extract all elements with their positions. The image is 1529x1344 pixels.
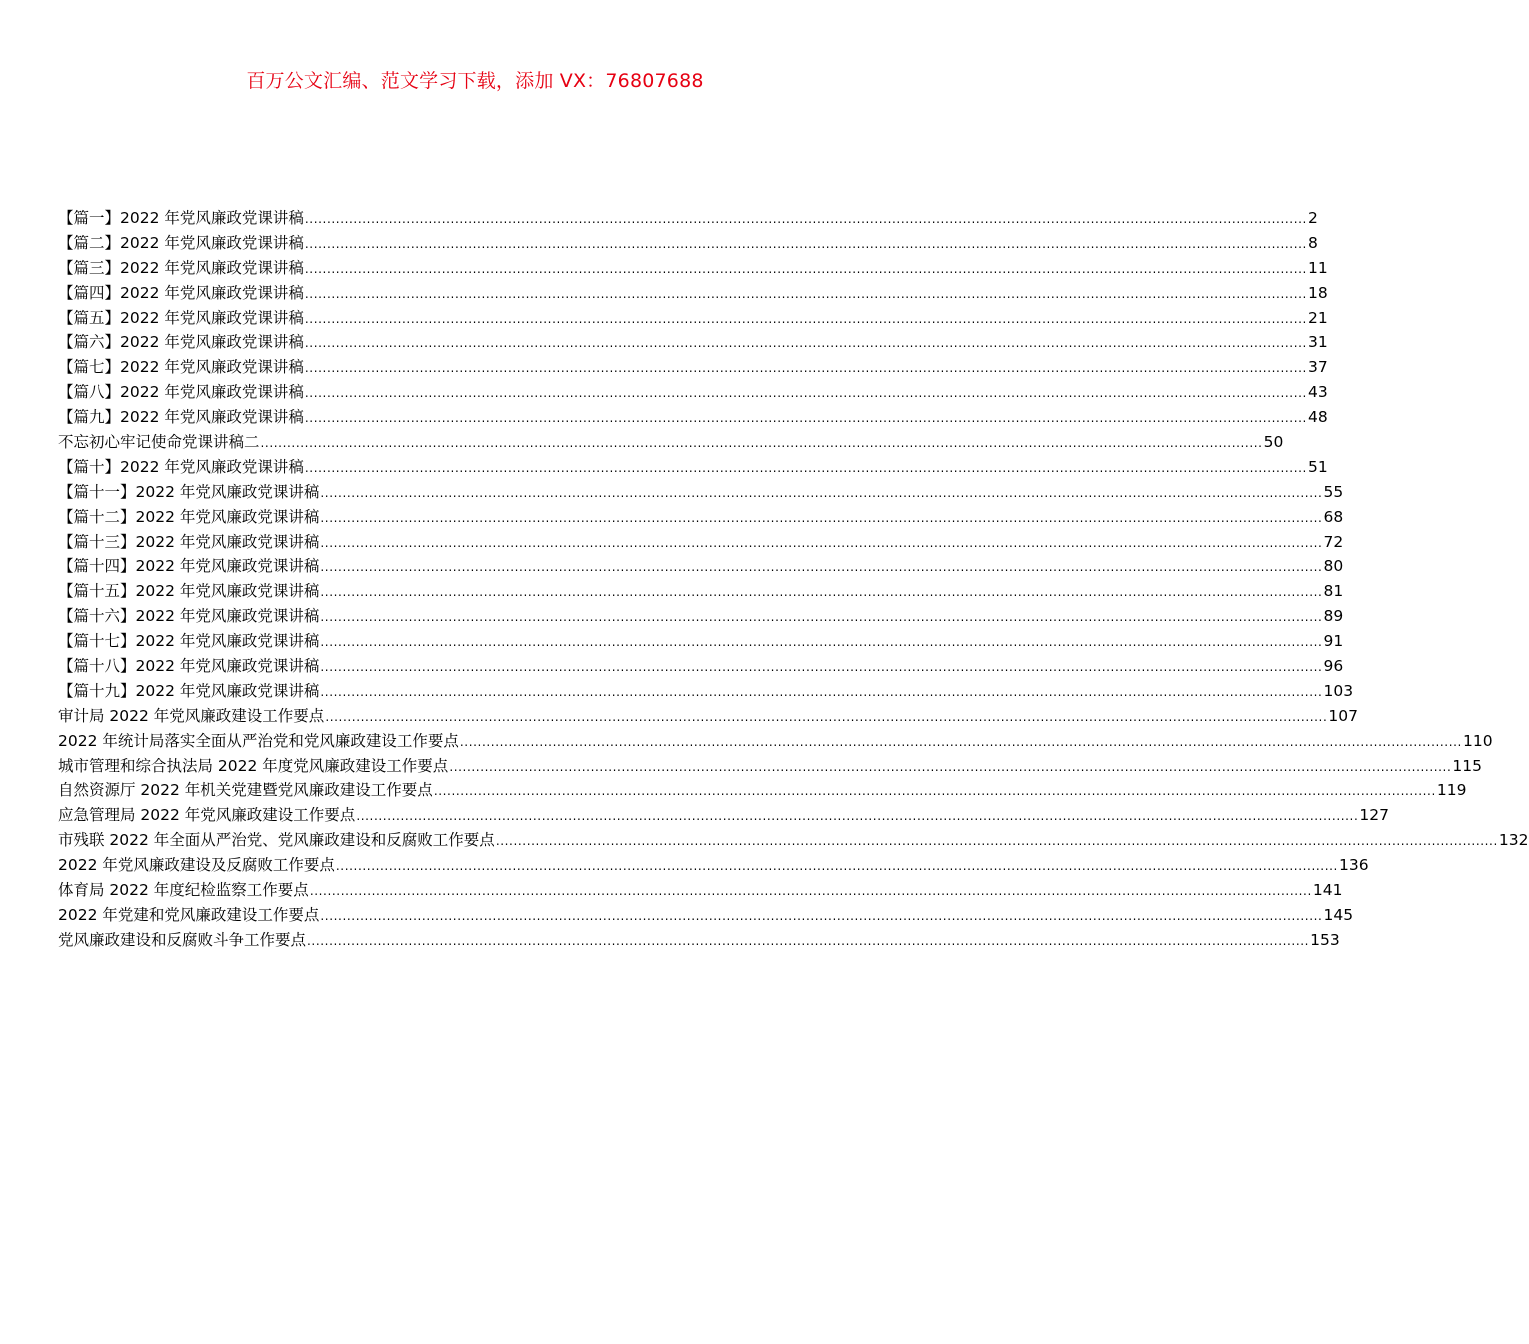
toc-dot-leader: ................................................................................................................................................................................................................................... (335, 859, 1338, 874)
toc-entry[interactable] (58, 480, 1344, 505)
toc-dot-leader: ................................................................................................................................................................................................................................... (459, 734, 1462, 749)
toc-entry-title[interactable]: 【篇一】2022 年党风廉政党课讲稿 (58, 209, 304, 227)
toc-entry-title[interactable]: 【篇十五】2022 年党风廉政党课讲稿 (58, 582, 320, 601)
toc-entry[interactable] (58, 206, 1318, 231)
toc-entry-title[interactable]: 【篇十七】2022 年党风廉政党课讲稿 (58, 632, 320, 651)
toc-entry[interactable] (58, 380, 1328, 405)
toc-dot-leader: ................................................................................................................................................................................................................................... (320, 560, 1323, 575)
toc-dot-leader: ................................................................................................................................................................................................................................... (320, 510, 1323, 525)
toc-entry-title[interactable]: 2022 年党风廉政建设及反腐败工作要点 (58, 856, 335, 875)
toc-entry[interactable] (58, 256, 1328, 281)
toc-entry[interactable] (58, 803, 1389, 828)
toc-dot-leader: ................................................................................................................................................................................................................................... (304, 212, 1307, 226)
header-banner: 百万公文汇编、范文学习下载，添加 VX：76807688 (246, 70, 704, 92)
toc-entry-page-number[interactable]: 132 (1498, 831, 1529, 850)
toc-entry-title[interactable]: 【篇十八】2022 年党风廉政党课讲稿 (58, 657, 320, 676)
toc-entry[interactable] (58, 355, 1328, 380)
toc-entry-title[interactable]: 【篇三】2022 年党风廉政党课讲稿 (58, 258, 304, 277)
toc-entry-page-number[interactable]: 2 (1307, 209, 1318, 227)
toc-entry-title[interactable]: 【篇四】2022 年党风廉政党课讲稿 (58, 283, 304, 302)
toc-dot-leader: ................................................................................................................................................................................................................................... (304, 336, 1307, 351)
toc-entry-title[interactable]: 体育局 2022 年度纪检监察工作要点 (58, 881, 309, 900)
toc-entry-page-number[interactable]: 96 (1323, 657, 1344, 676)
toc-dot-leader: ................................................................................................................................................................................................................................... (356, 809, 1359, 824)
toc-entry[interactable] (58, 729, 1493, 754)
toc-entry[interactable] (58, 430, 1284, 455)
toc-entry[interactable] (58, 405, 1328, 430)
toc-entry-title[interactable]: 【篇十】2022 年党风廉政党课讲稿 (58, 457, 304, 476)
toc-entry-page-number[interactable]: 8 (1307, 233, 1318, 252)
toc-entry-title[interactable]: 【篇七】2022 年党风廉政党课讲稿 (58, 358, 304, 377)
toc-entry-title[interactable]: 党风廉政建设和反腐败斗争工作要点 (58, 930, 307, 949)
toc-entry-page-number[interactable]: 145 (1323, 905, 1354, 924)
toc-dot-leader: ................................................................................................................................................................................................................................... (325, 709, 1328, 724)
toc-entry-title[interactable]: 【篇十九】2022 年党风廉政党课讲稿 (58, 681, 320, 700)
toc-entry-page-number[interactable]: 43 (1307, 383, 1328, 402)
toc-dot-leader: ................................................................................................................................................................................................................................... (304, 236, 1307, 251)
toc-entry-page-number[interactable]: 51 (1307, 457, 1328, 476)
toc-entry-page-number[interactable]: 80 (1323, 557, 1344, 576)
toc-entry-page-number[interactable]: 115 (1452, 756, 1482, 775)
toc-entry[interactable] (58, 704, 1358, 729)
toc-entry[interactable] (58, 778, 1467, 803)
toc-dot-leader: ................................................................................................................................................................................................................................... (304, 411, 1307, 426)
toc-entry-page-number[interactable]: 48 (1307, 408, 1328, 427)
toc-entry-page-number[interactable]: 37 (1307, 358, 1328, 377)
toc-entry[interactable] (58, 554, 1344, 579)
toc-dot-leader: ................................................................................................................................................................................................................................... (495, 834, 1498, 849)
toc-entry[interactable] (58, 579, 1344, 604)
toc-entry-title[interactable]: 【篇九】2022 年党风廉政党课讲稿 (58, 408, 304, 427)
toc-entry[interactable] (58, 231, 1318, 256)
toc-entry-title[interactable]: 市残联 2022 年全面从严治党、党风廉政建设和反腐败工作要点 (58, 831, 495, 850)
toc-dot-leader: ................................................................................................................................................................................................................................... (320, 585, 1323, 600)
toc-entry[interactable] (58, 629, 1344, 654)
toc-entry-title[interactable]: 自然资源厅 2022 年机关党建暨党风廉政建设工作要点 (58, 781, 433, 800)
toc-dot-leader: ................................................................................................................................................................................................................................... (304, 261, 1307, 276)
toc-entry-title[interactable]: 不忘初心牢记使命党课讲稿二 (58, 433, 260, 452)
toc-dot-leader: ................................................................................................................................................................................................................................... (320, 535, 1323, 550)
toc-entry-page-number[interactable]: 153 (1310, 930, 1340, 949)
table-of-contents (58, 206, 1529, 953)
toc-entry-page-number[interactable]: 103 (1323, 681, 1354, 700)
toc-dot-leader: ................................................................................................................................................................................................................................... (304, 311, 1307, 326)
toc-entry-title[interactable]: 【篇十四】2022 年党风廉政党课讲稿 (58, 557, 320, 576)
toc-dot-leader: ................................................................................................................................................................................................................................... (320, 635, 1323, 650)
toc-entry-page-number[interactable]: 136 (1338, 856, 1369, 875)
toc-dot-leader: ................................................................................................................................................................................................................................... (304, 361, 1307, 376)
toc-entry-title[interactable]: 2022 年党建和党风廉政建设工作要点 (58, 905, 320, 924)
toc-entry[interactable] (58, 604, 1344, 629)
toc-entry-page-number[interactable]: 107 (1328, 706, 1358, 725)
toc-dot-leader: ................................................................................................................................................................................................................................... (433, 784, 1436, 799)
toc-entry-title[interactable]: 【篇五】2022 年党风廉政党课讲稿 (58, 308, 304, 327)
toc-entry[interactable] (58, 878, 1343, 903)
toc-entry-title[interactable]: 城市管理和综合执法局 2022 年度党风廉政建设工作要点 (58, 756, 449, 775)
toc-entry[interactable] (58, 455, 1328, 480)
toc-entry-page-number[interactable]: 110 (1462, 731, 1493, 750)
toc-entry-title[interactable]: 【篇十二】2022 年党风廉政党课讲稿 (58, 507, 320, 526)
toc-dot-leader: ................................................................................................................................................................................................................................... (320, 684, 1323, 699)
toc-entry[interactable] (58, 330, 1328, 355)
toc-entry-page-number[interactable]: 18 (1307, 283, 1328, 302)
toc-entry-title[interactable]: 应急管理局 2022 年党风廉政建设工作要点 (58, 806, 356, 825)
toc-dot-leader: ................................................................................................................................................................................................................................... (304, 386, 1307, 401)
toc-entry-page-number[interactable]: 141 (1312, 881, 1343, 900)
toc-entry-page-number[interactable]: 119 (1436, 781, 1467, 800)
toc-dot-leader: ................................................................................................................................................................................................................................... (320, 610, 1323, 625)
toc-entry-title[interactable]: 【篇十三】2022 年党风廉政党课讲稿 (58, 532, 320, 551)
toc-entry[interactable] (58, 679, 1354, 704)
toc-entry-page-number[interactable]: 68 (1323, 507, 1344, 526)
toc-dot-leader: ................................................................................................................................................................................................................................... (260, 436, 1263, 451)
toc-entry[interactable] (58, 754, 1482, 779)
toc-dot-leader: ................................................................................................................................................................................................................................... (449, 759, 1452, 774)
toc-entry-page-number[interactable]: 72 (1323, 532, 1344, 551)
toc-entry-title[interactable]: 【篇十一】2022 年党风廉政党课讲稿 (58, 482, 320, 501)
toc-entry[interactable] (58, 281, 1328, 306)
toc-entry-page-number[interactable]: 91 (1323, 632, 1344, 651)
toc-entry-page-number[interactable]: 55 (1323, 482, 1344, 501)
toc-entry-page-number[interactable]: 89 (1323, 607, 1344, 626)
toc-entry[interactable] (58, 654, 1344, 679)
toc-entry-page-number[interactable]: 11 (1307, 258, 1328, 277)
toc-entry[interactable] (58, 903, 1354, 928)
toc-entry-title[interactable]: 【篇八】2022 年党风廉政党课讲稿 (58, 383, 304, 402)
toc-dot-leader: ................................................................................................................................................................................................................................... (320, 660, 1323, 675)
toc-dot-leader: ................................................................................................................................................................................................................................... (307, 933, 1310, 948)
toc-dot-leader: ................................................................................................................................................................................................................................... (309, 884, 1312, 899)
toc-dot-leader: ................................................................................................................................................................................................................................... (320, 485, 1323, 500)
toc-entry-page-number[interactable]: 31 (1307, 333, 1328, 352)
toc-entry-title[interactable]: 【篇六】2022 年党风廉政党课讲稿 (58, 333, 304, 352)
toc-entry[interactable] (58, 853, 1369, 878)
toc-entry-title[interactable]: 【篇十六】2022 年党风廉政党课讲稿 (58, 607, 320, 626)
toc-entry-title[interactable]: 审计局 2022 年党风廉政建设工作要点 (58, 706, 325, 725)
toc-entry-page-number[interactable]: 127 (1359, 806, 1389, 825)
toc-entry-page-number[interactable]: 81 (1323, 582, 1344, 601)
toc-entry-title[interactable]: 【篇二】2022 年党风廉政党课讲稿 (58, 233, 304, 252)
toc-entry[interactable] (58, 828, 1529, 853)
toc-entry[interactable] (58, 530, 1344, 555)
toc-entry[interactable] (58, 306, 1328, 331)
toc-entry[interactable] (58, 505, 1344, 530)
toc-entry[interactable] (58, 928, 1340, 953)
toc-entry-title[interactable]: 2022 年统计局落实全面从严治党和党风廉政建设工作要点 (58, 731, 459, 750)
toc-entry-page-number[interactable]: 50 (1263, 433, 1284, 452)
toc-entry-page-number[interactable]: 21 (1307, 308, 1328, 327)
toc-dot-leader: ................................................................................................................................................................................................................................... (304, 286, 1307, 301)
toc-dot-leader: ................................................................................................................................................................................................................................... (304, 460, 1307, 475)
toc-dot-leader: ................................................................................................................................................................................................................................... (320, 908, 1323, 923)
